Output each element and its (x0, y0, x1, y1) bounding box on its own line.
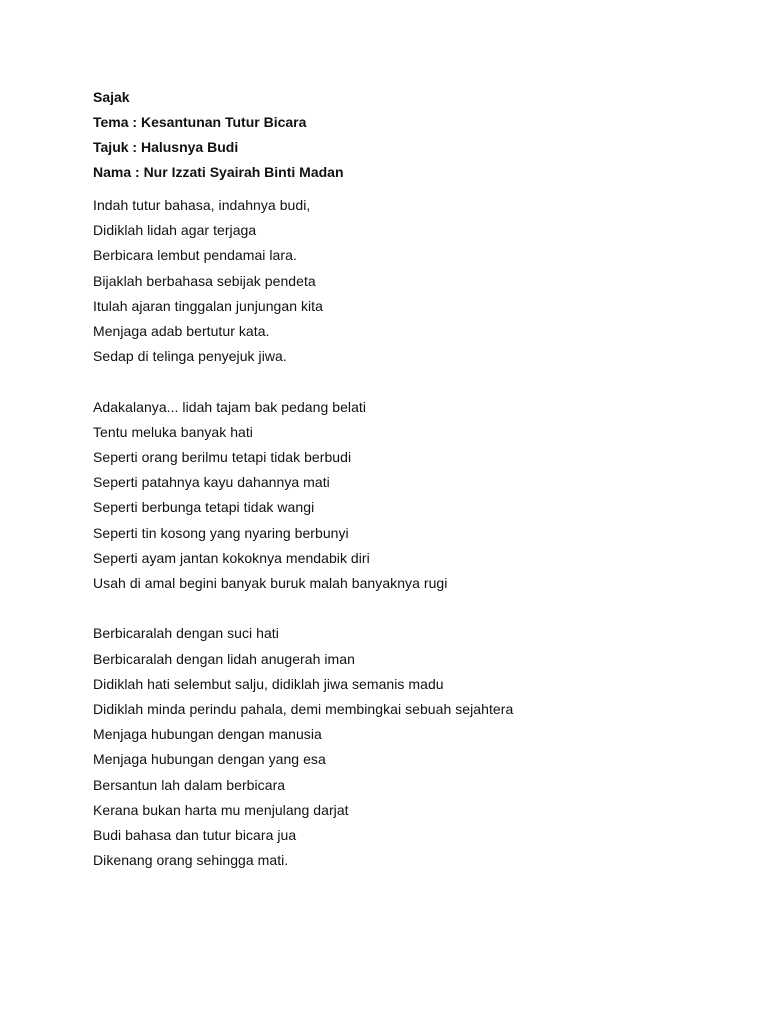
verse-line: Berbicaralah dengan lidah anugerah iman (93, 650, 355, 667)
verse-line: Kerana bukan harta mu menjulang darjat (93, 801, 349, 818)
stanza-3 (93, 621, 733, 873)
poem-header (93, 85, 733, 185)
verse-line: Didiklah lidah agar terjaga (93, 222, 257, 239)
verse-line: Didiklah hati selembut salju, didiklah jiwa semanis madu (93, 675, 444, 692)
verse-line: Indah tutur bahasa, indahnya budi, (93, 197, 311, 213)
verse-line: Bersantun lah dalam berbicara (93, 776, 286, 793)
verse-line: Itulah ajaran tinggalan junjungan kita (93, 297, 323, 314)
verse-line: Seperti ayam jantan kokoknya mendabik diri (93, 549, 370, 566)
author-line: Nama : Nur Izzati Syairah Binti Madan (93, 164, 344, 180)
verse-line: Dikenang orang sehingga mati. (93, 852, 289, 869)
verse-line: Berbicaralah dengan suci hati (93, 625, 279, 642)
verse-line: Seperti berbunga tetapi tidak wangi (93, 499, 315, 516)
verse-line: Menjaga hubungan dengan yang esa (93, 751, 326, 768)
document-page (93, 85, 733, 899)
verse-line: Menjaga hubungan dengan manusia (93, 726, 322, 743)
verse-line: Usah di amal begini banyak buruk malah banyaknya rugi (93, 574, 448, 591)
verse-line: Seperti orang berilmu tetapi tidak berbudi (93, 448, 352, 465)
verse-line: Budi bahasa dan tutur bicara jua (93, 826, 297, 843)
document-type-label: Sajak (93, 89, 130, 105)
verse-line: Menjaga adab bertutur kata. (93, 322, 270, 339)
verse-line: Tentu meluka banyak hati (93, 423, 253, 440)
stanza-2 (93, 395, 733, 597)
verse-line: Didiklah minda perindu pahala, demi membingkai sebuah sejahtera (93, 700, 514, 717)
verse-line: Berbicara lembut pendamai lara. (93, 247, 297, 264)
title-line: Tajuk : Halusnya Budi (93, 139, 239, 155)
stanza-1 (93, 193, 733, 369)
verse-line: Seperti tin kosong yang nyaring berbunyi (93, 524, 349, 541)
verse-line: Bijaklah berbahasa sebijak pendeta (93, 272, 316, 289)
theme-line: Tema : Kesantunan Tutur Bicara (93, 114, 307, 130)
verse-line: Adakalanya... lidah tajam bak pedang belati (93, 398, 367, 415)
verse-line: Sedap di telinga penyejuk jiwa. (93, 348, 287, 365)
verse-line: Seperti patahnya kayu dahannya mati (93, 474, 330, 491)
